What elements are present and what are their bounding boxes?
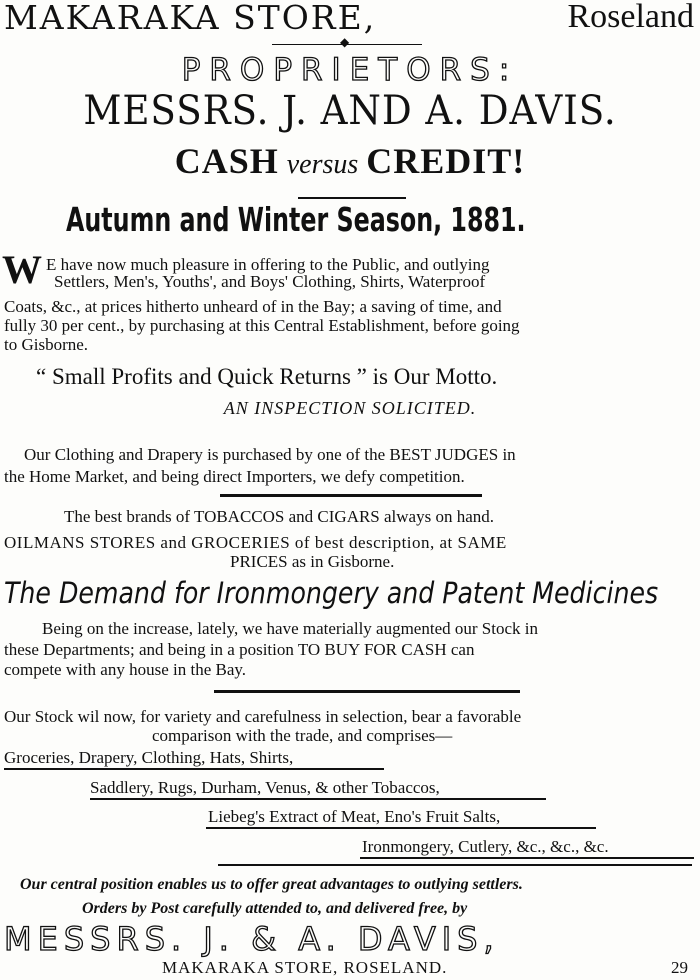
oilmans-line-1: OILMANS STORES and GROCERIES of best description, at SAME xyxy=(4,533,507,552)
demand-rule xyxy=(214,690,520,693)
demand-line-2: these Departments; and being in a position TO BUY FOR CASH can xyxy=(4,640,475,659)
list-bottom-rule xyxy=(218,864,692,866)
comprises-underline-4 xyxy=(360,857,694,859)
intro-line-5: to Gisborne. xyxy=(4,335,89,354)
footer-line-1: Our central position enables us to offer great advantages to outlying settlers. xyxy=(20,876,523,893)
footer-address: MAKARAKA STORE, ROSELAND. xyxy=(162,958,448,977)
tobacco-line: The best brands of TOBACCOS and CIGARS always on hand. xyxy=(64,507,495,526)
intro-line-1: E have now much pleasure in offering to the Public, and outlying xyxy=(46,255,490,274)
page-number: 29 xyxy=(671,958,688,977)
intro-line-3: Coats, &c., at prices hitherto unheard of in the Bay; a saving of time, and xyxy=(4,297,502,316)
clothing-line-1: Our Clothing and Drapery is purchased by one of the BEST JUDGES in xyxy=(24,445,516,464)
diamond-ornament-icon: ◆ xyxy=(340,35,350,49)
comprises-underline-3 xyxy=(206,827,596,829)
store-name xyxy=(4,0,376,37)
drop-cap: W xyxy=(2,247,42,292)
comprises-underline-2 xyxy=(90,798,546,800)
clothing-rule xyxy=(220,494,482,497)
season-rule xyxy=(298,197,406,199)
motto: “ Small Profits and Quick Returns ” is Our Motto. xyxy=(36,364,498,389)
intro-line-4: fully 30 per cent., by purchasing at this Central Establishment, before going xyxy=(4,316,520,335)
footer-line-2: Orders by Post carefully attended to, and delivered free, by xyxy=(82,900,468,917)
proprietors-label: PROPRIETORS: xyxy=(181,52,519,88)
intro-line-2: Settlers, Men's, Youths', and Boys' Clothing, Shirts, Waterproof xyxy=(54,272,486,291)
demand-line-1: Being on the increase, lately, we have materially augmented our Stock in xyxy=(42,619,538,638)
slogan-cash: CASH xyxy=(174,141,279,181)
comprises-item-4: Ironmongery, Cutlery, &c., &c., &c. xyxy=(362,837,609,856)
store-location-text: Roseland xyxy=(567,0,694,35)
demand-heading: The Demand for Ironmongery and Patent Medicines xyxy=(4,576,659,610)
stock-line-1: Our Stock wil now, for variety and carefulness in selection, bear a favorable xyxy=(4,707,522,726)
comprises-item-1: Groceries, Drapery, Clothing, Hats, Shirts, xyxy=(4,748,294,767)
slogan-versus: versus xyxy=(286,149,359,180)
comprises-item-3: Liebeg's Extract of Meat, Eno's Fruit Salts, xyxy=(208,807,501,826)
inspection-solicited: AN INSPECTION SOLICITED. xyxy=(223,398,477,418)
proprietors-names: MESSRS. J. AND A. DAVIS. xyxy=(83,88,617,134)
demand-line-3: compete with any house in the Bay. xyxy=(4,660,247,679)
store-name-text: MAKARAKA STORE, xyxy=(4,0,377,37)
store-location xyxy=(567,0,694,36)
signature: MESSRS. J. & A. DAVIS, xyxy=(4,920,500,958)
oilmans-line-2: PRICES as in Gisborne. xyxy=(230,552,395,571)
slogan-credit: CREDIT! xyxy=(366,141,526,181)
cash-versus-credit xyxy=(0,140,700,182)
season-heading: Autumn and Winter Season, 1881. xyxy=(66,200,526,239)
comprises-item-2: Saddlery, Rugs, Durham, Venus, & other Tobaccos, xyxy=(90,778,440,797)
comprises-underline-1 xyxy=(4,768,384,770)
stock-line-2: comparison with the trade, and comprises— xyxy=(152,726,453,745)
clothing-line-2: the Home Market, and being direct Importers, we defy competition. xyxy=(4,467,465,486)
